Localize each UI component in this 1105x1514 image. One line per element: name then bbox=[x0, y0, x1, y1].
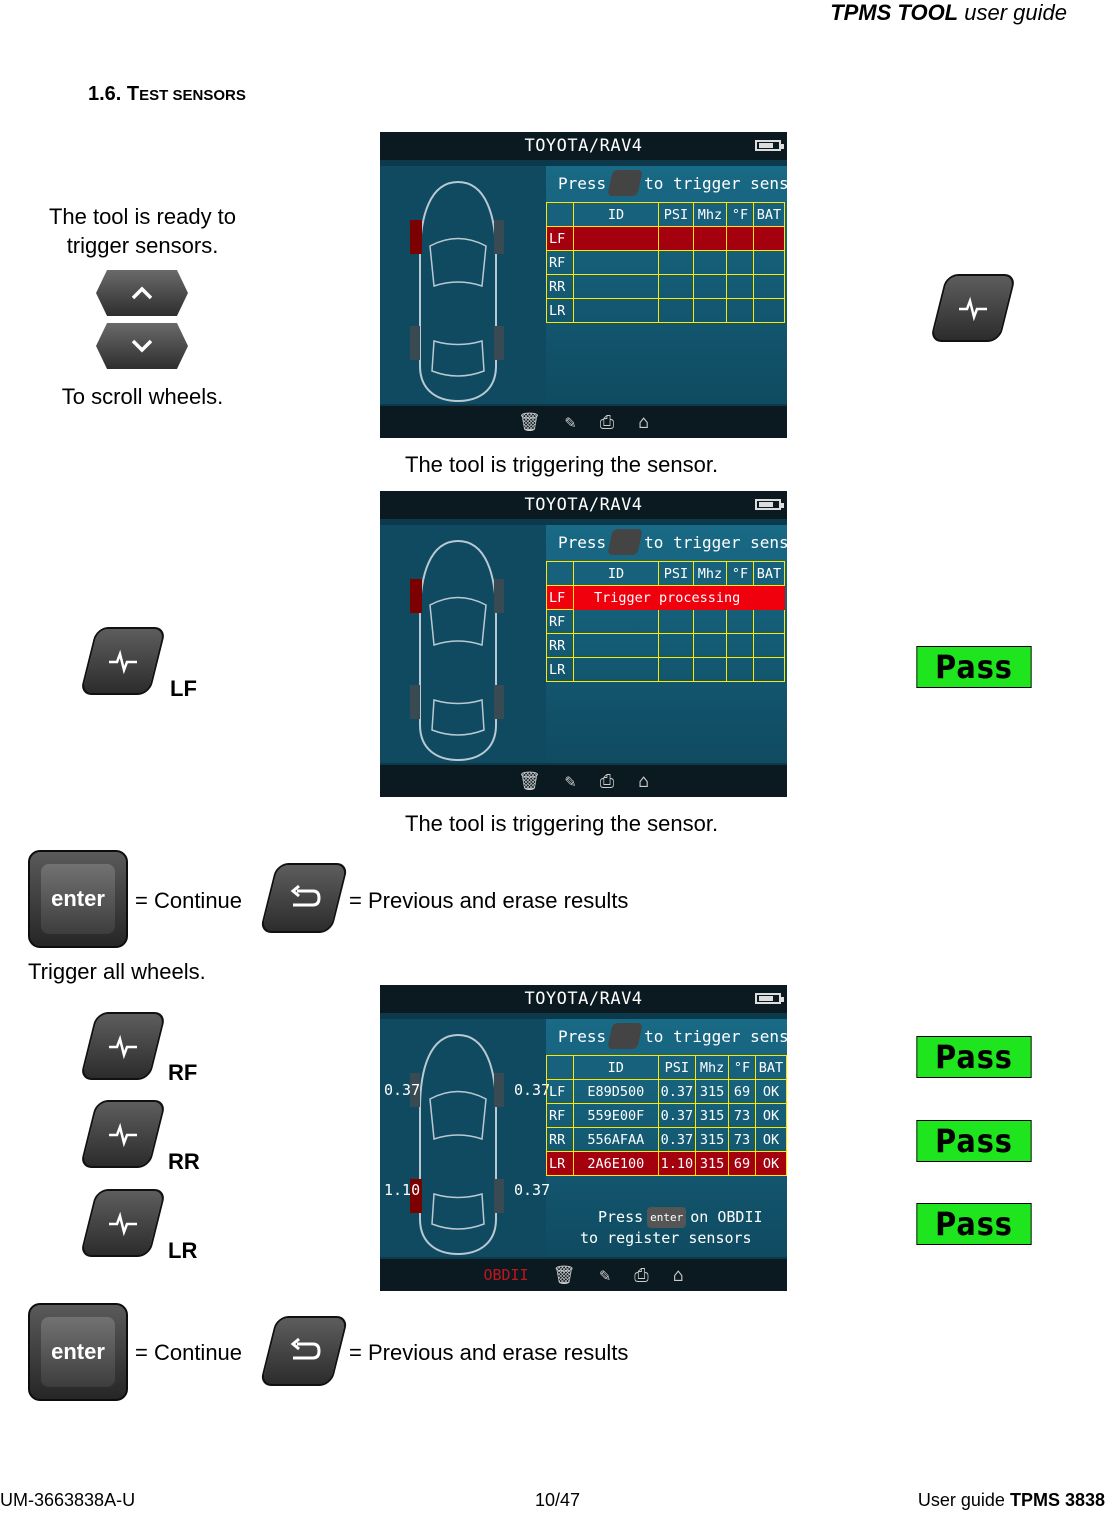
screen-toolbar bbox=[380, 406, 787, 438]
scroll-text: To scroll wheels. bbox=[61, 384, 224, 409]
pass-badge: Pass bbox=[916, 646, 1031, 688]
footer-guide-title: User guide TPMS 3838 bbox=[917, 1490, 1105, 1510]
enter-key[interactable]: enter bbox=[28, 850, 128, 948]
trigger-key-rf[interactable] bbox=[80, 1012, 167, 1080]
caption-triggering-1: The tool is triggering the sensor. bbox=[405, 452, 719, 477]
trigger-key[interactable] bbox=[930, 274, 1017, 342]
sensor-table: ID PSI Mhz °F BAT LF RF RR LR bbox=[546, 202, 785, 323]
back-key[interactable] bbox=[259, 1316, 348, 1386]
continue-text: = Continue bbox=[135, 888, 243, 913]
pass-badge: Pass bbox=[916, 1036, 1031, 1078]
printer-icon[interactable]: ⎙ bbox=[599, 770, 615, 792]
wheel-label-rr: RR bbox=[168, 1149, 200, 1174]
pulse-icon bbox=[108, 1212, 138, 1234]
chevron-down-icon bbox=[130, 339, 154, 353]
trigger-all-text: Trigger all wheels. bbox=[28, 959, 206, 984]
screen-title: TOYOTA/RAV4 bbox=[524, 136, 643, 156]
home-icon[interactable]: ⌂ bbox=[638, 411, 649, 433]
screen-toolbar bbox=[380, 1259, 787, 1291]
wheel-label-rf: RF bbox=[168, 1060, 198, 1085]
pencil-icon[interactable]: ✎ bbox=[599, 1264, 611, 1286]
table-row[interactable]: LF bbox=[547, 227, 785, 251]
return-arrow-icon bbox=[287, 885, 321, 911]
table-row[interactable]: RR 556AFAA 0.37 315 73 OK bbox=[547, 1128, 787, 1152]
pressure-front-left: 0.37 bbox=[384, 1081, 421, 1099]
previous-text: = Previous and erase results bbox=[349, 1340, 629, 1365]
pulse-icon bbox=[108, 1035, 138, 1057]
pencil-icon[interactable]: ✎ bbox=[564, 770, 576, 792]
pressure-front-right: 0.37 bbox=[514, 1081, 551, 1099]
pressure-rear-left: 1.10 bbox=[384, 1181, 421, 1199]
pulse-icon bbox=[108, 650, 138, 672]
wheel-label-lr: LR bbox=[168, 1238, 198, 1263]
enter-key[interactable]: enter bbox=[28, 1303, 128, 1401]
home-icon[interactable]: ⌂ bbox=[638, 770, 649, 792]
car-outline-icon bbox=[408, 535, 508, 765]
processing-text: Trigger processing bbox=[574, 586, 785, 610]
table-row[interactable]: RF 559E00F 0.37 315 73 OK bbox=[547, 1104, 787, 1128]
pressure-rear-right: 0.37 bbox=[514, 1181, 551, 1199]
pencil-icon[interactable]: ✎ bbox=[564, 411, 576, 433]
caption-triggering-2: The tool is triggering the sensor. bbox=[405, 811, 719, 836]
obd-button[interactable]: OBDII bbox=[483, 1266, 529, 1284]
return-arrow-icon bbox=[287, 1338, 321, 1364]
table-row[interactable]: RF bbox=[547, 251, 785, 275]
pulse-icon bbox=[958, 297, 988, 319]
trigger-key-rr[interactable] bbox=[80, 1100, 167, 1168]
up-arrow-key[interactable] bbox=[96, 270, 188, 316]
table-row[interactable]: LR 2A6E100 1.10 315 69 OK bbox=[547, 1152, 787, 1176]
press-text: Press bbox=[558, 173, 607, 193]
to-trigger-text: to trigger sensor bbox=[644, 173, 808, 193]
pulse-icon bbox=[108, 1123, 138, 1145]
header-suffix: user guide bbox=[964, 0, 1067, 25]
home-icon[interactable]: ⌂ bbox=[672, 1264, 684, 1286]
down-arrow-key[interactable] bbox=[96, 323, 188, 369]
device-screen-ready bbox=[380, 132, 808, 438]
chevron-up-icon bbox=[130, 286, 154, 300]
wheel-label-lf: LF bbox=[170, 676, 197, 701]
table-row[interactable]: RR bbox=[547, 275, 785, 299]
section-title: 1.6. TEST SENSORS bbox=[88, 83, 246, 105]
trigger-key-lr[interactable] bbox=[80, 1189, 167, 1257]
table-row[interactable]: RF bbox=[547, 610, 785, 634]
enter-mini-icon: enter bbox=[647, 1207, 686, 1228]
table-row[interactable]: LR bbox=[547, 658, 785, 682]
car-outline-icon bbox=[408, 1029, 508, 1259]
page-header bbox=[830, 0, 1067, 26]
trigger-mini-icon bbox=[607, 529, 643, 555]
trash-icon[interactable]: 🗑 bbox=[552, 1264, 576, 1286]
table-row[interactable]: RR bbox=[547, 634, 785, 658]
printer-icon[interactable]: ⎙ bbox=[599, 411, 615, 433]
pass-badge: Pass bbox=[916, 1120, 1031, 1162]
continue-text: = Continue bbox=[135, 1340, 243, 1365]
previous-text: = Previous and erase results bbox=[349, 888, 629, 913]
battery-icon bbox=[755, 499, 781, 510]
printer-icon[interactable]: ⎙ bbox=[634, 1264, 649, 1286]
table-row[interactable]: LF Trigger processing bbox=[547, 586, 785, 610]
pass-badge: Pass bbox=[916, 1203, 1031, 1245]
table-row[interactable]: LR bbox=[547, 299, 785, 323]
footer-page-number: 10/47 bbox=[535, 1490, 581, 1510]
footer-doc-id: UM-3663838A-U bbox=[0, 1490, 136, 1510]
trigger-mini-icon bbox=[607, 170, 643, 196]
sensor-table: ID PSI Mhz °F BAT LF E89D500 0.37 315 69 OK RF 559E00F 0.37 315 73 OK RR 556AFAA 0.37 315 73 OK LR 2A6E100 1.10 315 69 OK bbox=[546, 1055, 787, 1176]
back-key[interactable] bbox=[259, 863, 348, 933]
trigger-key-lf[interactable] bbox=[80, 627, 167, 695]
battery-icon bbox=[755, 993, 781, 1004]
trash-icon[interactable]: 🗑 bbox=[518, 770, 541, 792]
screen-toolbar bbox=[380, 765, 787, 797]
trigger-mini-icon bbox=[607, 1023, 643, 1049]
car-outline-icon bbox=[408, 176, 508, 406]
device-screen-processing: TOYOTA/RAV4 Press to trigger sensor ID PSI Mhz °F BAT LF Trigger processing RF RR LR 🗑 ✎ ⎙ ⌂ bbox=[380, 491, 787, 797]
trash-icon[interactable]: 🗑 bbox=[518, 411, 541, 433]
battery-icon bbox=[755, 140, 781, 151]
table-row[interactable]: LF E89D500 0.37 315 69 OK bbox=[547, 1080, 787, 1104]
sensor-table: ID PSI Mhz °F BAT LF Trigger processing RF RR LR bbox=[546, 561, 785, 682]
ready-text: The tool is ready to trigger sensors. bbox=[48, 204, 237, 258]
header-brand: TPMS TOOL bbox=[830, 0, 959, 25]
device-screen-results: TOYOTA/RAV4 0.37 0.37 1.10 0.37 Press to trigger sensor ID PSI Mhz °F BAT LF E89D500 0.37 315 69 OK RF 559E00F 0.37 315 73 OK RR 556AFAA 0.37 315 73 OK LR 2A6E100 1.10 315 69 OK Press enter on OBDII to register sensors OBDII 🗑 ✎ ⎙ ⌂ bbox=[380, 985, 787, 1291]
register-message: Press enter on OBDII to register sensors bbox=[580, 1208, 763, 1247]
